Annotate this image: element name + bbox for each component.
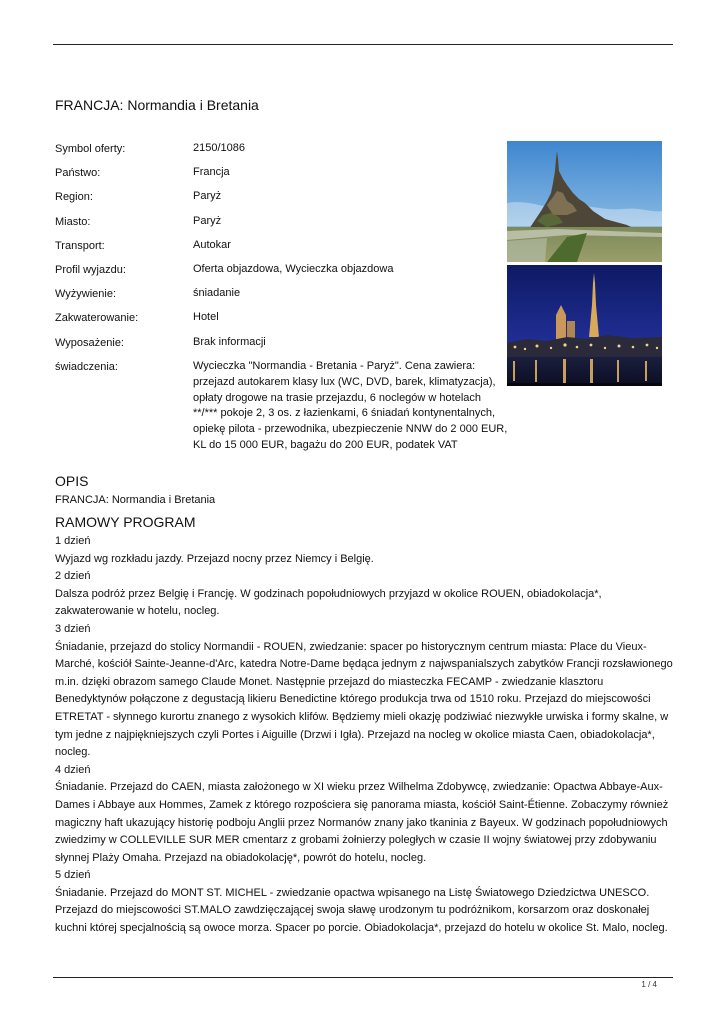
detail-row — [55, 310, 510, 326]
page-title: FRANCJA: Normandia i Bretania — [55, 97, 259, 113]
mont-saint-michel-photo — [507, 141, 662, 262]
detail-value: śniadanie — [193, 287, 241, 300]
detail-label: Symbol oferty: — [55, 143, 126, 155]
page-number: 1 / 4 — [641, 980, 657, 989]
program-heading: RAMOWY PROGRAM — [55, 514, 196, 530]
mont-saint-michel-image — [507, 141, 662, 262]
day-description: Śniadanie. Przejazd do CAEN, miasta założonego w XI wieku przez Wilhelma Zdobywcę, zwiedzanie: Opactwa Abbaye-Aux-Dames i Abbaye aux Hommes, Zamek z którego rozpościera się panorama miasta, kościół Saint-Étienne. Zobaczymy również magiczny haft ukazujący historię podboju Anglii przez Normanów znany jako tkaninia z Bayeux. W godzinach popołudniowych zwiedzimy w COLLEVILLE SUR MER cmentarz z grobami żołnierzy poległych w czasie II wojny światowej przy zdobywaniu słynnej Plaży Omaha. Przejazd na obiadokolację*, powrót do hotelu, nocleg. — [55, 781, 669, 864]
detail-label: świadczenia: — [55, 360, 118, 373]
day-description: Dalsza podróż przez Belgię i Francję. W godzinach popołudniowych przyjazd w okolice ROUEN, obiadokolacja*, zakwaterowanie w hotelu, nocleg. — [55, 587, 602, 618]
day-description: Śniadanie. Przejazd do MONT ST. MICHEL - zwiedzanie opactwa wpisanego na Listę Światowego Dziedzictwa UNESCO. Przejazd do miejscowości ST.MALO zawdzięczającej swoja sławę urodzonym tu podróżnikom, korsarzom oraz doskonałej kuchni której specjalnością są owoce morza. Spacer po porcie. Obiadokolacja*, przejazd do hotelu w okolice St. Malo, nocleg. — [55, 886, 668, 935]
detail-value: Francja — [193, 166, 230, 179]
offer-details — [55, 141, 510, 462]
detail-label: Profil wyjazdu: — [55, 263, 126, 276]
header-rule — [53, 44, 673, 45]
rouen-night-photo — [507, 265, 662, 386]
services-description: Wycieczka "Normandia - Bretania - Paryż". Cena zawiera: przejazd autokarem klasy lux (WC, DVD, barek, klimatyzacja), opłaty drogowe na trasie przejazdu, 6 noclegów w hotelach **/*** pokoje 2, 3 os. z łazienkami, 6 śniadań kontynentalnych, opiekę pilota - przewodnika, ubezpieczenie NNW do 2 000 EUR, KL do 15 000 EUR, bagażu do 200 EUR, podatek VAT — [193, 359, 508, 452]
detail-label: Zakwaterowanie: — [55, 312, 139, 325]
day-label: 3 dzień — [55, 622, 91, 635]
footer-rule — [53, 977, 673, 978]
day-label: 1 dzień — [55, 535, 91, 547]
day-description: Wyjazd wg rozkładu jazdy. Przejazd nocny przez Niemcy i Belgię. — [55, 552, 374, 565]
detail-label: Wyposażenie: — [55, 336, 124, 349]
detail-value: Paryż — [193, 214, 222, 227]
day-label: 4 dzień — [55, 763, 91, 776]
detail-value: Autokar — [193, 238, 231, 251]
detail-label: Miasto: — [55, 215, 91, 228]
detail-row — [55, 189, 510, 205]
detail-value: 2150/1086 — [193, 142, 245, 154]
detail-row — [55, 335, 510, 351]
detail-row — [55, 214, 510, 230]
rouen-night-image — [507, 265, 662, 386]
detail-value: Oferta objazdowa, Wycieczka objazdowa — [193, 262, 394, 275]
detail-row — [55, 262, 510, 278]
opis-text: FRANCJA: Normandia i Bretania — [55, 494, 216, 506]
detail-row — [55, 141, 510, 157]
detail-label: Wyżywienie: — [55, 288, 117, 301]
detail-row — [55, 286, 510, 302]
detail-value: Hotel — [193, 311, 219, 324]
detail-label: Region: — [55, 191, 93, 204]
day-label: 5 dzień — [55, 869, 91, 882]
opis-heading: OPIS — [55, 473, 89, 489]
day-description: Śniadanie, przejazd do stolicy Normandii - ROUEN, zwiedzanie: spacer po historycznym centrum miasta: Place du Vieux-Marché, kościół Sainte-Jeanne-d'Arc, katedra Notre-Dame będąca jednym z najwspanialszych zabytków Francji rozsławionego m.in. dzięki obrazom samego Claude Monet. Następnie przejazd do miasteczka FECAMP - zwiedzanie klasztoru Benedyktynów połączone z degustacją likieru Benedictine którego produkcja trwa od 1510 roku. Przejazd do miejscowości ETRETAT - słynnego kurortu znanego z wysokich klifów. Będziemy mieli okazję podziwiać niezwykłe urwiska i formy skalne, w tym jedne z najpiękniejszych czyli Portes i Aiguille (Drzwi i Igła). Przejazd na nocleg w okolice miasta Caen, obiadokolacja*, nocleg. — [55, 640, 673, 759]
detail-value: Paryż — [193, 190, 222, 203]
program-list — [55, 533, 675, 938]
detail-label: Transport: — [55, 239, 105, 252]
detail-label: Państwo: — [55, 167, 101, 180]
day-label: 2 dzień — [55, 570, 91, 583]
detail-row — [55, 238, 510, 254]
detail-row — [55, 165, 510, 181]
detail-row — [55, 359, 510, 454]
detail-value: Brak informacji — [193, 335, 266, 348]
